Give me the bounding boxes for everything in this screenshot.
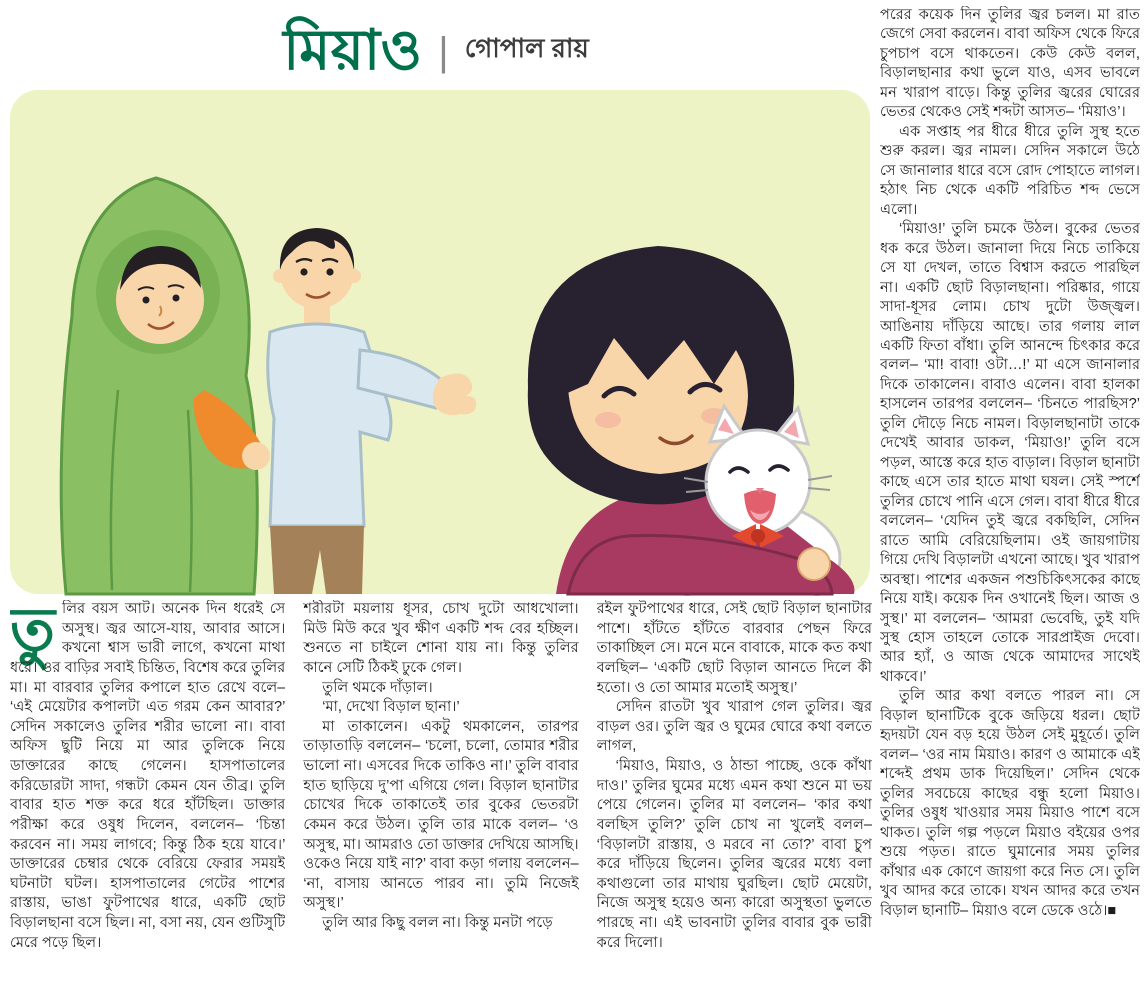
story-paragraph: ‘মিয়াও, মিয়াও, ও ঠান্ডা পাচ্ছে, ওকে কাঁথা দাও।’ তুলির ঘুমের মধ্যে এমন কথা শুনে মা ভয় পেয়ে গেলেন। তুলির মা বললেন– ‘কার কথা বলছিস তুলি?’ তুলি চোখ না খুলেই বলল– ‘বিড়ালটা রাস্তায়, ও মরবে না তো?’ বাবা চুপ করে দাঁড়িয়ে ছিলেন। তুলির জ্বরের মধ্যে বলা কথাগুলো তার মাথায় ঘুরছিল। ছোট মেয়েটা, নিজে অসুস্থ হয়েও অন্য কারো অসুস্থতা ভুলতে পারছে না। এই ভাবনাটা তুলির বাবার বুক ভারী করে দিলো। [596, 758, 872, 951]
story-paragraph: শরীরটা ময়লায় ধূসর, চোখ দুটো আধখোলা। মিউ মিউ করে খুব ক্ষীণ একটি শব্দ বের হচ্ছিল। শুনতে না চাইলে শোনা যায় না। কিন্তু তুলির কানে সেটি ঠিকই ঢুকে গেল। [303, 601, 579, 676]
author-name: গোপাল রায় [464, 33, 589, 63]
story-paragraph: মা তাকালেন। একটু থমকালেন, তারপর তাড়াতাড়ি বললেন– ‘চলো, চলো, তোমার শরীর ভালো না। এসবের দিকে তাকিও না।’ তুলি বাবার হাত ছাড়িয়ে দু’পা এগিয়ে গেল। বিড়াল ছানাটার চোখের দিকে তাকাতেই তার বুকের ভেতরটা কেমন করে উঠল। তুলি তার মাকে বলল– ‘ও অসুস্থ, মা। আমরাও তো ডাক্তার দেখিয়ে আসছি। ওকেও নিয়ে যাই না?’ বাবা কড়া গলায় বললেন– ‘না, বাসায় আনতে পারব না। তুমি নিজেই অসুস্থ।’ [303, 718, 579, 912]
text-column-1 [10, 600, 285, 986]
story-paragraph: পরের কয়েক দিন তুলির জ্বর চলল। মা রাত জেগে সেবা করলেন। বাবা অফিস থেকে ফিরে চুপচাপ বসে থাকতেন। কেউ কেউ বলল, বিড়ালছানার কথা ভুলে যাও, এসব ভাবলে মন খারাপ বাড়ে। কিন্তু তুলির জ্বরের ঘোরের ভেতর থেকেও সেই শব্দটা আসত– ‘মিয়াও’। [880, 7, 1140, 121]
text-column-3 [597, 600, 872, 986]
text-column-2 [303, 600, 578, 986]
story-body-columns [10, 600, 872, 986]
story-paragraph: তুলি থমকে দাঁড়াল। [322, 679, 433, 696]
story-header [0, 8, 872, 92]
story-paragraph: রইল ফুটপাথের ধারে, সেই ছোট বিড়াল ছানাটার পাশে। হাঁটতে হাঁটতে বারবার পেছন ফিরে তাকাচ্ছিল সে। মনে মনে বাবাকে, মাকে কত কথা বলছিল– ‘একটি ছোট বিড়াল আনতে দিলে কী হতো। ও তো আমার মতোই অসুস্থ।’ [596, 601, 872, 696]
paragraph-text: লির বয়স আট। অনেক দিন ধরেই সে অসুস্থ। জ্বর আসে-যায়, আবার আসে। কখনো শ্বাস ভারী লাগে, কখনো মাথা ধরে। ওর বাড়ির সবাই চিন্তিত, বিশেষ করে তুলির মা। মা বারবার তুলির কপালে হাত রেখে বলে– ‘এই মেয়েটার কপালটা এত গরম কেন আবার?’ সেদিন সকালেও তুলির শরীর ভালো না। বাবা অফিস ছুটি নিয়ে মা আর তুলিকে নিয়ে ডাক্তারের কাছে গেলেন। হাসপাতালের করিডোরটা সাদা, গন্ধটা কেমন যেন তীব্র। তুলি বাবার হাত শক্ত করে ধরে হাঁটছিল। ডাক্তার পরীক্ষা করে ওষুধ দিলেন, বললেন– ‘চিন্তা করবেন না। সময় লাগবে; কিন্তু ঠিক হয়ে যাবে।’ ডাক্তারের চেম্বার থেকে বেরিয়ে ফেরার সময়ই ঘটনাটা ঘটল। হাসপাতালের গেটের পাশের রাস্তায়, ভাঙা ফুটপাথের ধারে, একটি ছোট বিড়ালছানা বসে ছিল। না, বসা নয়, যেন গুটিসুটি মেরে পড়ে ছিল। [10, 601, 286, 951]
story-paragraph [10, 600, 285, 953]
story-paragraph: এক সপ্তাহ পর ধীরে ধীরে তুলি সুস্থ হতে শুরু করল। জ্বর নামল। সেদিন সকালে উঠে সে জানালার ধারে বসে রোদ পোহাতে লাগল। হঠাৎ নিচ থেকে একটি পরিচিত শব্দ ভেসে এলো। [880, 123, 1140, 218]
title-separator: | [438, 29, 449, 74]
story-paragraph: ‘মিয়াও!’ তুলি চমকে উঠল। বুকের ভেতর ধক করে উঠল। জানালা দিয়ে নিচে তাকিয়ে সে যা দেখল, তাতে বিশ্বাস করতে পারছিল না। একটি ছোট বিড়ালছানা। পরিষ্কার, গায়ে সাদা-ধূসর লোম। চোখ দুটো উজ্জ্বল। আঙিনায় দাঁড়িয়ে আছে। তার গলায় লাল একটি ফিতা বাঁধা। তুলি আনন্দে চিৎকার করে বলল– ‘মা! বাবা! ওটা…!’ মা এসে জানালার দিকে তাকালেন। বাবাও এলেন। বাবা হালকা হাসলেন তারপর বললেন– ‘চিনতে পারছিস?’ তুলি দৌড়ে নিচে নামল। বিড়ালছানাটা তাকে দেখেই আবার ডাকল, ‘মিয়াও!’ তুলি বসে পড়ল, আস্তে করে হাত বাড়াল। বিড়াল ছানাটা কাছে এসে তার হাতে মাথা ঘষল। সেই স্পর্শে তুলির চোখে পানি এসে গেল। বাবা ধীরে ধীরে বললেন– ‘যেদিন তুই জ্বরে বকছিলি, সেদিন রাতে আমি বেরিয়েছিলাম। ওই জায়গাটায় গিয়ে দেখি বিড়ালটা এখনো আছে। খুব খারাপ অবস্থা। পাশের একজন পশুচিকিৎসকের কাছে নিয়ে যাই। কয়েক দিন ওখানেই ছিল। আজ ও সুস্থ।’ মা বললেন– ‘আমরা ভেবেছি, তুই যদি সুস্থ হোস তাহলে তোকে সারপ্রাইজ দেবো। আর হ্যাঁ, ও আজ থেকে আমাদের সাথেই থাকবে।’ [880, 221, 1140, 685]
story-paragraph: তুলি আর কথা বলতে পারল না। সে বিড়াল ছানাটিকে বুকে জড়িয়ে ধরল। ছোট হৃদয়টা যেন বড় হয়ে উঠল সেই মুহূর্তে। তুলি বলল– ‘ওর নাম মিয়াও। কারণ ও আমাকে এই শব্দেই প্রথম ডাক দিয়েছিল।’ সেদিন থেকে তুলির সবচেয়ে কাছের বন্ধু হলো মিয়াও। তুলির ওষুধ খাওয়ার সময় মিয়াও পাশে বসে থাকত। তুলি গল্প পড়লে মিয়াও বইয়ের ওপর শুয়ে পড়ত। রাতে ঘুমানোর সময় তুলির কাঁথার এক কোণে জায়গা করে নিত সে। তুলি খুব আদর করে তাকে। যখন আদর করে তখন বিড়াল ছানাটি– মিয়াও বলে ডেকে ওঠে।■ [880, 688, 1140, 919]
story-illustration [8, 88, 872, 596]
story-paragraph: তুলি আর কিছু বলল না। কিন্তু মনটা পড়ে [322, 915, 553, 931]
family-and-cat-illustration [8, 88, 872, 596]
story-paragraph: সেদিন রাতটা খুব খারাপ গেল তুলির। জ্বর বাড়ল ওর। তুলি জ্বর ও ঘুমের ঘোরে কথা বলতে লাগল, [596, 699, 872, 755]
text-column-right [880, 6, 1140, 988]
page-title: মিয়াও [283, 17, 423, 81]
story-paragraph: ‘মা, দেখো বিড়াল ছানা।’ [322, 699, 460, 716]
drop-cap: তু [10, 600, 56, 663]
